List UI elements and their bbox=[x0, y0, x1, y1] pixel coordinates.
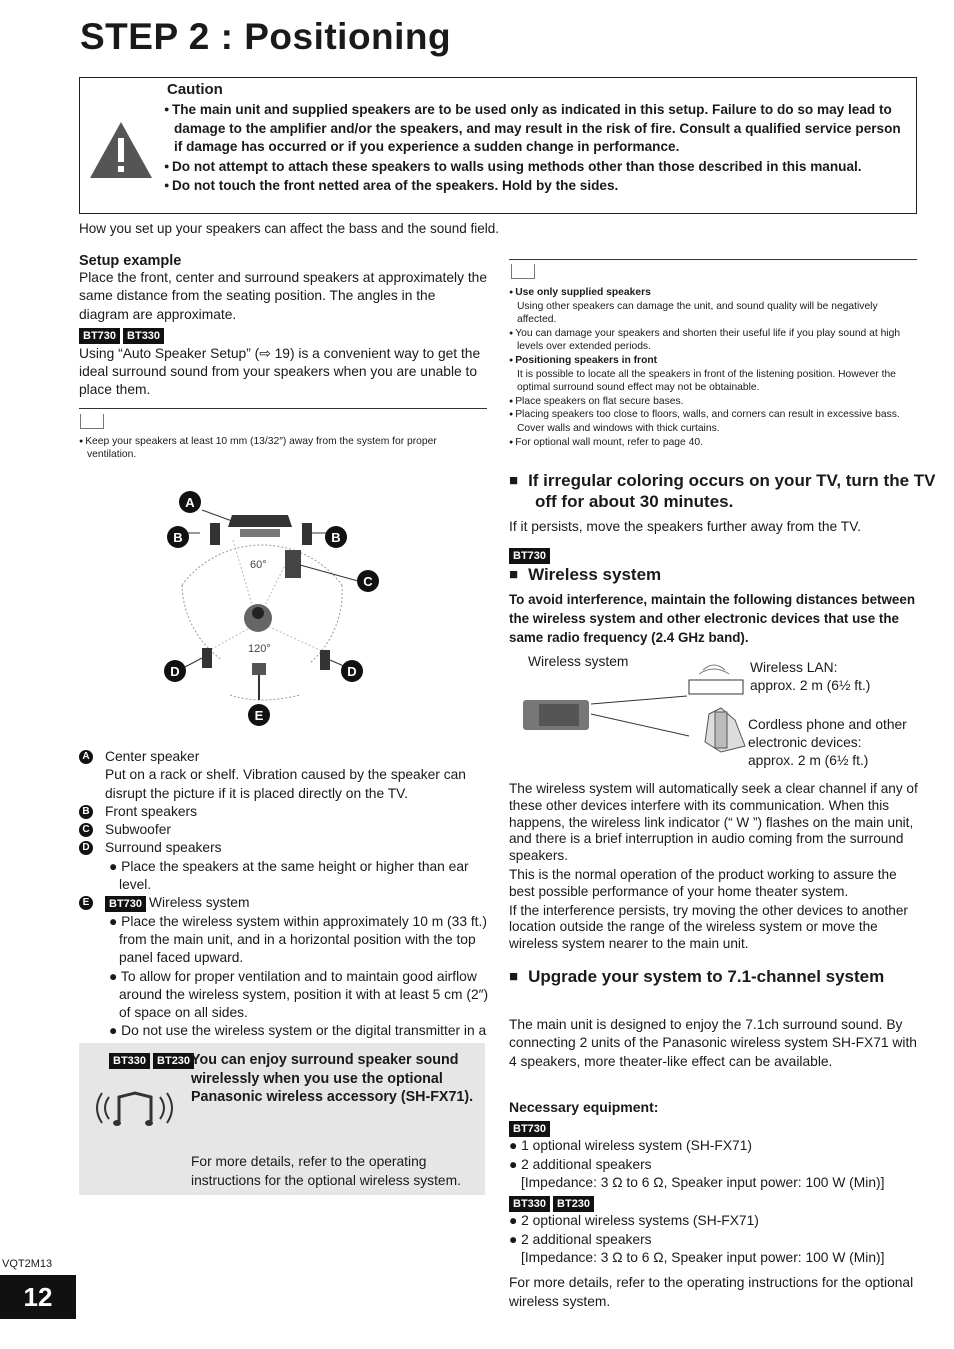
caution-title: Caution bbox=[167, 81, 223, 98]
intro-text: How you set up your speakers can affect the bass and the sound field. bbox=[79, 221, 500, 236]
wireless-heading: ■ Wireless system bbox=[509, 565, 662, 584]
angle-front: 60° bbox=[250, 559, 267, 571]
note-icon bbox=[80, 414, 104, 429]
note-item: ● For optional wall mount, refer to page 40. bbox=[509, 436, 909, 450]
equipment-item: ● 2 additional speakers bbox=[509, 1156, 652, 1172]
divider bbox=[509, 259, 917, 260]
diagram-label-b: B bbox=[173, 530, 183, 545]
diagram-label-b: B bbox=[331, 530, 341, 545]
legend-e-sub: Place the wireless system within approximately 10 m (33 ft.) from the main unit, and in a horizontal position with the top panel faced upward. bbox=[119, 913, 487, 966]
model-code: VQT2M13 bbox=[2, 1258, 53, 1270]
wireless-p2: This is the normal operation of the product working to assure the best possible performance of your home theater system. bbox=[509, 866, 897, 899]
model-badge: BT230 bbox=[153, 1053, 194, 1069]
model-badge: BT730 bbox=[509, 548, 550, 564]
note-item: ● Use only supplied speakers Using other speakers can damage the unit, and sound quality will be negatively affected. bbox=[509, 286, 909, 327]
setup-text-2: Using “Auto Speaker Setup” (⇨ 19) is a convenient way to get the ideal surround sound from your speakers when you are unable to place them. bbox=[79, 345, 481, 398]
equipment-impedance: [Impedance: 3 Ω to 6 Ω, Speaker input power: 100 W (Min)] bbox=[521, 1250, 885, 1266]
model-badge: BT230 bbox=[553, 1196, 594, 1212]
divider bbox=[79, 408, 487, 409]
legend-e-sub: To allow for proper ventilation and to maintain good airflow around the wireless system, position it with at least 5 cm (2″) of space on all sides. bbox=[119, 968, 489, 1021]
model-badge: BT330 bbox=[123, 328, 164, 344]
angle-surround: 120° bbox=[248, 643, 271, 655]
setup-section bbox=[79, 253, 489, 400]
diagram-label-d: D bbox=[170, 664, 180, 679]
wireless-warning: To avoid interference, maintain the following distances between the wireless system and other electronic devices that use the same radio frequency (2.4 GHz band). bbox=[509, 592, 916, 645]
equipment-item: ● 1 optional wireless system (SH-FX71) bbox=[509, 1138, 752, 1154]
equipment-impedance: [Impedance: 3 Ω to 6 Ω, Speaker input power: 100 W (Min)] bbox=[521, 1174, 885, 1190]
wireless-p1: The wireless system will automatically seek a clear channel if any of these other devices interfere with its communication. When this happens, the wireless link indicator (“ W ”) flashes on the main unit, and there is a brief interruption in audio coming from the surround speakers. bbox=[509, 781, 918, 864]
fig-wireless-system: Wireless system bbox=[528, 654, 629, 669]
equipment-item: ● 2 optional wireless systems (SH-FX71) bbox=[509, 1213, 759, 1229]
note-item: ● Keep your speakers at least 10 mm (13/32″) away from the system for proper ventilation. bbox=[79, 435, 479, 461]
note-item: ● Place speakers on flat secure bases. bbox=[509, 395, 909, 409]
legend-c-label: Subwoofer bbox=[105, 822, 171, 838]
caution-item: ● The main unit and supplied speakers are to be used only as indicated in this setup. Failure to do so may lead to damage to the amplifier and/or the speakers, and may result in the risk of fire. Consult a qualified service person if damage has occurred or if you experience a sudden change in performance. bbox=[160, 100, 910, 157]
legend-d-sub: Place the speakers at the same height or higher than ear level. bbox=[119, 858, 469, 893]
diagram-label-e: E bbox=[254, 708, 264, 723]
diagram-label-a: A bbox=[185, 495, 195, 510]
irregular-heading: ■ If irregular coloring occurs on your TV, turn the TV off for about 30 minutes. bbox=[509, 471, 936, 511]
legend-e-label: Wireless system bbox=[149, 895, 250, 911]
legend-b-label: Front speakers bbox=[105, 803, 198, 819]
fig-lan: Wireless LAN: bbox=[750, 660, 838, 675]
caution-item: ● Do not touch the front netted area of the speakers. Hold by the sides. bbox=[160, 176, 910, 196]
legend-e-sub: Do not use the wireless system or the digital transmitter in a bbox=[121, 1023, 487, 1039]
model-badge: BT730 bbox=[79, 328, 120, 344]
promo-bold: You can enjoy surround speaker sound wirelessly when you use the optional Panasonic wireless accessory (SH-FX71). bbox=[191, 1052, 474, 1105]
upgrade-heading: ■ Upgrade your system to 7.1-channel system bbox=[509, 967, 885, 986]
diagram-label-d: D bbox=[347, 664, 357, 679]
model-badge: BT730 bbox=[509, 1121, 550, 1137]
right-notes bbox=[509, 286, 909, 449]
page-number: 12 bbox=[0, 1275, 76, 1319]
speaker-legend: A Center speaker Put on a rack or shelf. Vibration caused by the speaker can disrupt the picture if it is placed directly on the TV. B Front speakers C Subwoofer D Surround speakers ● Place the speakers at the same height or higher than ear level. E BT730 Wireless system ● Place the wireless system within approximately 10 m (33 ft.) from the main unit, and in a horizontal position with the top panel faced upward. ● To allow for proper ventilation and to maintain good airflow around the wireless system, position it with at least 5 cm (2″) of space on all sides. ● Do not use the wireless system or the digital transmitter in a bbox=[79, 748, 489, 1059]
legend-d-label: Surround speakers bbox=[105, 840, 222, 856]
model-badge: BT330 bbox=[509, 1196, 550, 1212]
legend-a-label: Center speaker bbox=[105, 749, 200, 764]
note-icon bbox=[511, 264, 535, 279]
fig-lan-dist: approx. 2 m (6½ ft.) bbox=[750, 678, 871, 693]
irregular-text: If it persists, move the speakers further away from the TV. bbox=[509, 519, 861, 534]
caution-item: ● Do not attempt to attach these speakers to walls using methods other than those described in this manual. bbox=[160, 157, 910, 177]
upgrade-footer: For more details, refer to the operating instructions for the optional wireless system. bbox=[509, 1275, 914, 1309]
promo-text: For more details, refer to the operating instructions for the optional wireless system. bbox=[191, 1154, 461, 1188]
upgrade-text: The main unit is designed to enjoy the 7.1ch surround sound. By connecting 2 units of the Panasonic wireless system SH-FX71 with 4 speakers, more theater-like effect can be available. bbox=[509, 1017, 917, 1069]
page-title: STEP 2 : Positioning bbox=[80, 16, 452, 57]
note-item: ● Positioning speakers in front It is possible to locate all the speakers in front of the listening position. However the optimal surround sound effect may not be obtainable. bbox=[509, 354, 909, 395]
note-item: ● Placing speakers too close to floors, walls, and corners can result in excessive bass. Cover walls and windows with thick curtains. bbox=[509, 408, 909, 435]
speaker-diagram bbox=[160, 485, 390, 735]
warning-icon bbox=[88, 120, 154, 180]
promo-box bbox=[79, 1043, 485, 1195]
caution-box bbox=[79, 77, 917, 214]
necessary-title: Necessary equipment: bbox=[509, 1099, 659, 1115]
wireless-speaker-icon bbox=[87, 1083, 182, 1133]
equipment-item: ● 2 additional speakers bbox=[509, 1231, 652, 1247]
model-badge: BT330 bbox=[109, 1053, 150, 1069]
fig-phone: Cordless phone and other electronic devices: bbox=[748, 717, 907, 750]
wireless-p3: If the interference persists, try moving the other devices to another location outside the range of the wireless system or move the wireless system nearer to the main unit. bbox=[509, 902, 908, 952]
diagram-label-c: C bbox=[363, 574, 373, 589]
fig-phone-dist: approx. 2 m (6½ ft.) bbox=[748, 753, 869, 768]
setup-text-1: Place the front, center and surround speakers at approximately the same distance from the seating position. The angles in the diagram are approximate. bbox=[79, 270, 488, 322]
legend-a-desc: Put on a rack or shelf. Vibration caused by the speaker can disrupt the picture if it is placed directly on the TV. bbox=[105, 767, 466, 801]
model-badge: BT730 bbox=[105, 896, 146, 912]
setup-title: Setup example bbox=[79, 253, 182, 269]
note-item: ● You can damage your speakers and shorten their useful life if you play sound at high levels over extended periods. bbox=[509, 327, 909, 354]
